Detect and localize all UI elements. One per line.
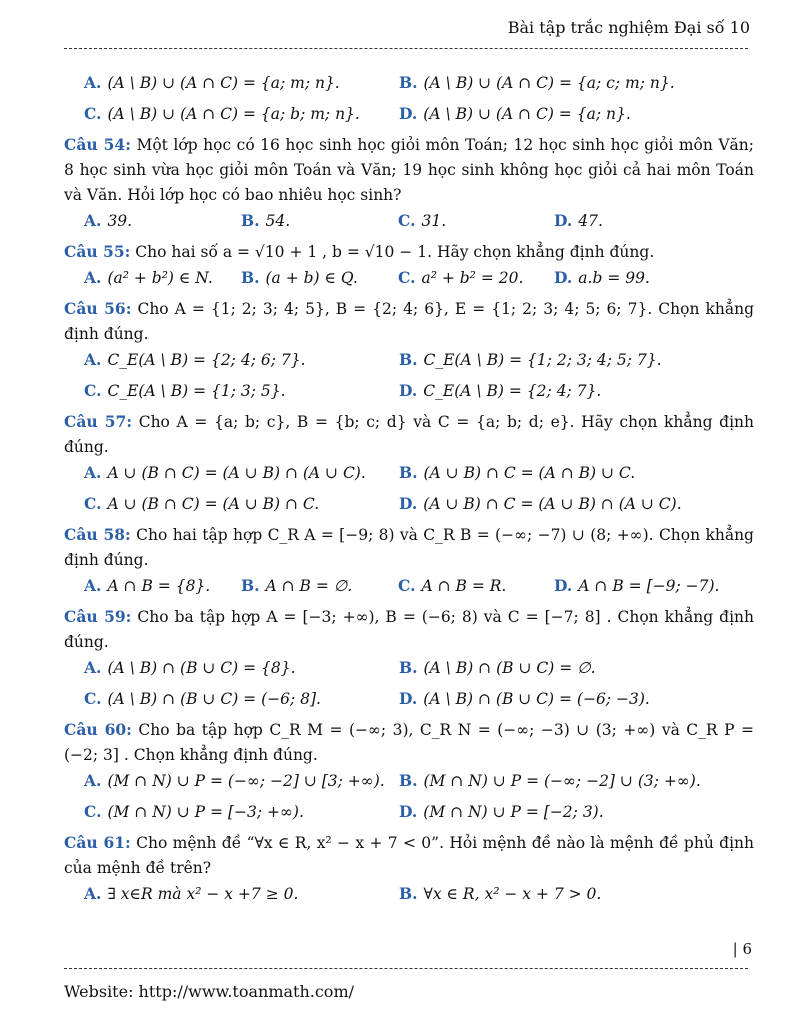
answer-option-label: B. bbox=[399, 658, 418, 677]
answer-option-label: D. bbox=[399, 689, 418, 708]
answer-option bbox=[84, 460, 366, 486]
answer-option-label: D. bbox=[399, 494, 418, 513]
answer-options-row bbox=[64, 265, 754, 296]
answer-option-text: C_E(A \ B) = {1; 3; 5}. bbox=[107, 382, 286, 400]
question-text: Cho ba tập hợp C_R M = (−∞; 3), C_R N = (−∞; −3) ∪ (3; +∞) và C_R P = (−2; 3] . Chọn khẳng định đúng. bbox=[64, 721, 754, 764]
answer-option-text: (A \ B) ∩ (B ∪ C) = ∅. bbox=[423, 659, 596, 677]
option: C. (A \ B) ∪ (A ∩ C) = {a; b; m; n}. bbox=[84, 104, 360, 123]
answer-option bbox=[399, 686, 650, 712]
answer-option bbox=[241, 573, 352, 599]
option: A. (A \ B) ∪ (A ∩ C) = {a; m; n}. bbox=[84, 73, 340, 92]
answer-options-row bbox=[64, 491, 754, 522]
question-stem bbox=[64, 132, 754, 208]
answer-option-text: (A ∪ B) ∩ C = (A ∩ B) ∪ C. bbox=[423, 464, 636, 482]
answer-option-label: B. bbox=[399, 463, 418, 482]
answer-option-label: C. bbox=[84, 802, 102, 821]
answer-option-label: D. bbox=[399, 381, 418, 400]
question-label: Câu 59: bbox=[64, 607, 132, 626]
answer-option-label: B. bbox=[399, 884, 418, 903]
question-label: Câu 54: bbox=[64, 135, 131, 154]
answer-option-text: A ∩ B = {8}. bbox=[107, 577, 211, 595]
answer-option bbox=[84, 799, 304, 825]
answer-option-label: A. bbox=[84, 211, 102, 230]
answer-option-text: 54. bbox=[265, 212, 291, 230]
answer-option-label: C. bbox=[84, 494, 102, 513]
answer-option bbox=[399, 460, 635, 486]
answer-option bbox=[398, 208, 446, 234]
answer-option-label: B. bbox=[241, 268, 260, 287]
answer-option-label: A. bbox=[84, 884, 102, 903]
answer-option bbox=[399, 881, 601, 907]
question-stem bbox=[64, 296, 754, 347]
header-title: Bài tập trắc nghiệm Đại số 10 bbox=[507, 18, 750, 37]
answer-option bbox=[399, 378, 601, 404]
answer-option-text: A ∪ (B ∩ C) = (A ∪ B) ∩ (A ∪ C). bbox=[107, 464, 366, 482]
answer-option-label: B. bbox=[241, 211, 260, 230]
answer-option bbox=[399, 768, 701, 794]
answer-option-text: A ∩ B = R. bbox=[421, 577, 507, 595]
answer-option-text: a² + b² = 20. bbox=[421, 269, 524, 287]
answer-option-text: A ∪ (B ∩ C) = (A ∪ B) ∩ C. bbox=[107, 495, 320, 513]
answer-option bbox=[241, 208, 290, 234]
question-text: Cho A = {a; b; c}, B = {b; c; d} và C = {a; b; d; e}. Hãy chọn khẳng định đúng. bbox=[64, 413, 754, 456]
question-text: Cho A = {1; 2; 3; 4; 5}, B = {2; 4; 6}, E = {1; 2; 3; 4; 5; 6; 7}. Chọn khẳng định đúng. bbox=[64, 300, 754, 343]
answer-option bbox=[84, 208, 132, 234]
question-content bbox=[64, 70, 754, 912]
question-label: Câu 60: bbox=[64, 720, 132, 739]
answer-option-text: (a + b) ∈ Q. bbox=[265, 269, 358, 287]
answer-options-row bbox=[64, 881, 754, 912]
answer-options-row bbox=[64, 460, 754, 491]
question-label: Câu 61: bbox=[64, 833, 131, 852]
answer-option-text: C_E(A \ B) = {1; 2; 3; 4; 5; 7}. bbox=[423, 351, 662, 369]
answer-option-label: C. bbox=[84, 689, 102, 708]
answer-option bbox=[84, 265, 213, 291]
question-label: Câu 55: bbox=[64, 242, 131, 261]
answer-option bbox=[399, 347, 662, 373]
answer-option-text: (M ∩ N) ∪ P = (−∞; −2] ∪ (3; +∞). bbox=[423, 772, 701, 790]
answer-option-text: (a² + b²) ∈ N. bbox=[107, 269, 213, 287]
question-text: Cho hai tập hợp C_R A = [−9; 8) và C_R B = (−∞; −7) ∪ (8; +∞). Chọn khẳng định đúng. bbox=[64, 526, 754, 569]
answer-option-text: 47. bbox=[578, 212, 603, 230]
question-label: Câu 58: bbox=[64, 525, 131, 544]
answer-option-label: C. bbox=[398, 576, 416, 595]
option: B. (A \ B) ∪ (A ∩ C) = {a; c; m; n}. bbox=[399, 73, 675, 92]
question-stem bbox=[64, 604, 754, 655]
answer-option-text: (M ∩ N) ∪ P = (−∞; −2] ∪ [3; +∞). bbox=[107, 772, 385, 790]
answer-option bbox=[398, 573, 506, 599]
question-stem bbox=[64, 522, 754, 573]
answer-option-label: A. bbox=[84, 463, 102, 482]
answer-option bbox=[84, 686, 321, 712]
question-stem bbox=[64, 409, 754, 460]
answer-option bbox=[84, 347, 306, 373]
answer-options-row bbox=[64, 686, 754, 717]
option: D. (A \ B) ∪ (A ∩ C) = {a; n}. bbox=[399, 104, 631, 123]
answer-option bbox=[241, 265, 358, 291]
answer-option bbox=[399, 799, 604, 825]
answer-option-label: C. bbox=[398, 268, 416, 287]
header-divider bbox=[64, 48, 748, 49]
answer-option-text: C_E(A \ B) = {2; 4; 7}. bbox=[423, 382, 602, 400]
answer-options-row bbox=[64, 573, 754, 604]
answer-option bbox=[399, 655, 596, 681]
question-text: Một lớp học có 16 học sinh học giỏi môn Toán; 12 học sinh học giỏi môn Văn; 8 học sinh vừa học giỏi môn Toán và Văn; 19 học sinh không học giỏi cả hai môn Toán và Văn. Hỏi lớp học có bao nhiêu học sinh? bbox=[64, 136, 754, 204]
answer-option-text: C_E(A \ B) = {2; 4; 6; 7}. bbox=[107, 351, 306, 369]
answer-option bbox=[554, 208, 603, 234]
answer-option bbox=[84, 378, 286, 404]
footer-website: Website: http://www.toanmath.com/ bbox=[64, 982, 354, 1001]
answer-option-label: A. bbox=[84, 350, 102, 369]
answer-option-text: (A \ B) ∩ (B ∪ C) = (−6; 8]. bbox=[107, 690, 321, 708]
answer-option-text: (A \ B) ∩ (B ∪ C) = (−6; −3). bbox=[423, 690, 650, 708]
answer-options-row bbox=[64, 208, 754, 239]
answer-options-row bbox=[64, 378, 754, 409]
answer-option bbox=[84, 881, 298, 907]
top-options-row-1 bbox=[64, 70, 754, 101]
question-label: Câu 56: bbox=[64, 299, 132, 318]
answer-option-text: A ∩ B = ∅. bbox=[265, 577, 353, 595]
question-label: Câu 57: bbox=[64, 412, 133, 431]
answer-option-label: D. bbox=[399, 802, 418, 821]
answer-option-label: B. bbox=[399, 350, 418, 369]
answer-option bbox=[84, 768, 385, 794]
answer-option bbox=[84, 655, 296, 681]
answer-option-label: C. bbox=[398, 211, 416, 230]
answer-option-text: a.b = 99. bbox=[578, 269, 650, 287]
answer-option-label: A. bbox=[84, 576, 102, 595]
answer-option-label: A. bbox=[84, 268, 102, 287]
answer-option-label: D. bbox=[554, 268, 573, 287]
top-options-row-2 bbox=[64, 101, 754, 132]
question-text: Cho mệnh đề “∀x ∈ R, x² − x + 7 < 0”. Hỏi mệnh đề nào là mệnh đề phủ định của mệnh đề trên? bbox=[64, 834, 754, 877]
answer-option-text: 31. bbox=[421, 212, 447, 230]
answer-option-text: (A ∪ B) ∩ C = (A ∪ B) ∩ (A ∪ C). bbox=[423, 495, 682, 513]
answer-option bbox=[398, 265, 523, 291]
answer-options-row bbox=[64, 768, 754, 799]
answer-options-row bbox=[64, 799, 754, 830]
answer-option-text: (A \ B) ∩ (B ∪ C) = {8}. bbox=[107, 659, 296, 677]
answer-option-label: C. bbox=[84, 381, 102, 400]
answer-option-label: A. bbox=[84, 658, 102, 677]
question-stem bbox=[64, 239, 754, 265]
answer-option bbox=[84, 491, 319, 517]
question-stem bbox=[64, 717, 754, 768]
answer-option-label: B. bbox=[399, 771, 418, 790]
answer-option-text: (M ∩ N) ∪ P = [−3; +∞). bbox=[107, 803, 304, 821]
answer-option-label: D. bbox=[554, 211, 573, 230]
answer-option bbox=[554, 265, 650, 291]
answer-option-text: ∃ x∈R mà x² − x +7 ≥ 0. bbox=[107, 885, 299, 903]
answer-options-row bbox=[64, 347, 754, 378]
answer-option-text: A ∩ B = [−9; −7). bbox=[578, 577, 720, 595]
question-text: Cho hai số a = √10 + 1 , b = √10 − 1. Hãy chọn khẳng định đúng. bbox=[135, 243, 655, 261]
question-text: Cho ba tập hợp A = [−3; +∞), B = (−6; 8) và C = [−7; 8] . Chọn khẳng định đúng. bbox=[64, 608, 755, 651]
page-number: | 6 bbox=[732, 940, 752, 958]
answer-option bbox=[399, 491, 682, 517]
answer-option-text: (M ∩ N) ∪ P = [−2; 3). bbox=[423, 803, 604, 821]
footer-divider bbox=[64, 968, 748, 969]
answer-option-label: D. bbox=[554, 576, 573, 595]
answer-option-text: ∀x ∈ R, x² − x + 7 > 0. bbox=[423, 885, 602, 903]
answer-option-text: 39. bbox=[107, 212, 133, 230]
answer-options-row bbox=[64, 655, 754, 686]
answer-option-label: A. bbox=[84, 771, 102, 790]
answer-option bbox=[84, 573, 210, 599]
answer-option-label: B. bbox=[241, 576, 260, 595]
question-stem bbox=[64, 830, 754, 881]
answer-option bbox=[554, 573, 719, 599]
